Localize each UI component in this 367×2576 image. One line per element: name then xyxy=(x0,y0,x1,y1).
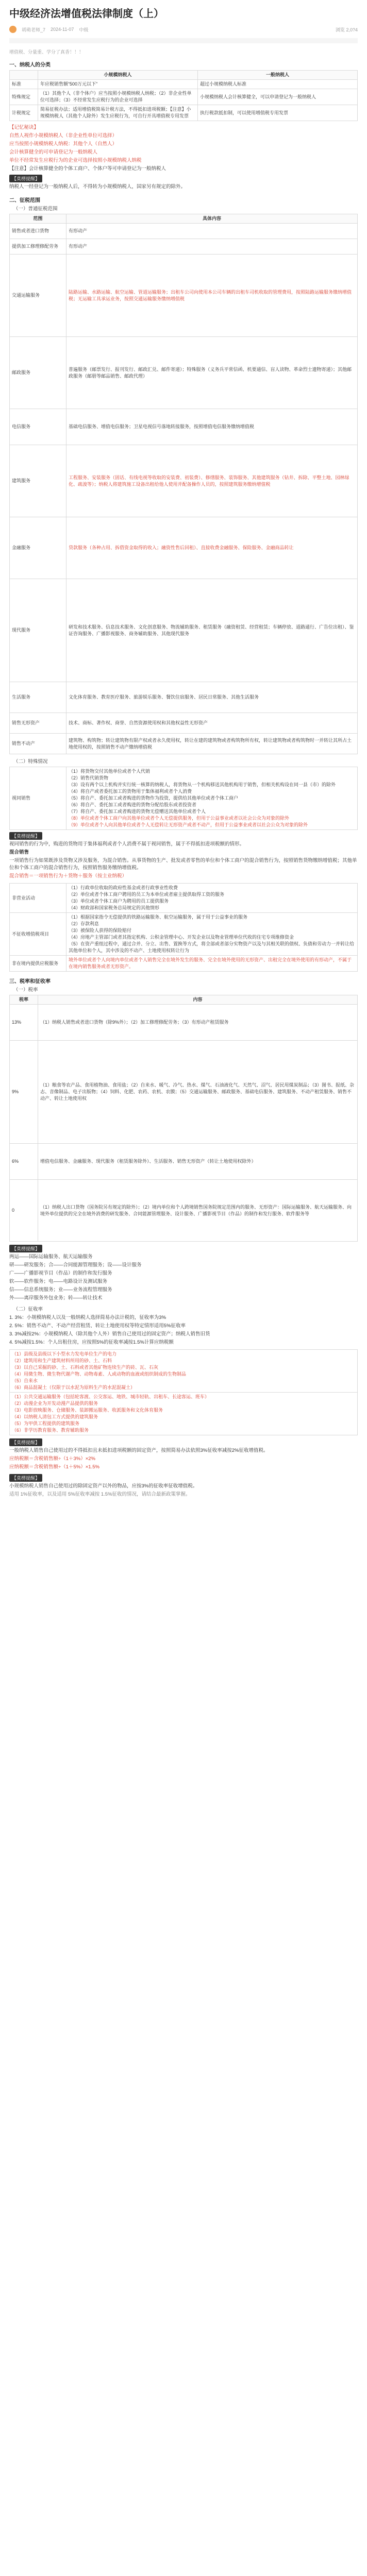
row-value: 基础电信服务、增值电信服务；卫星电视信号落地转接服务，按照增值电信服务缴纳增值税 xyxy=(66,409,358,445)
tip-tag: 【莫楞提醒】 xyxy=(9,832,42,840)
service-line: （4）以纳税人清包工方式提供的建筑服务 xyxy=(12,1414,98,1419)
row-small: 年应税销售额“500万元以下” xyxy=(38,80,198,89)
deem-line: （8）单位或者个体工商户向其他单位或者个人无偿提供服务，但用于公益事业或者以社会公众为对象的除外 xyxy=(69,816,290,821)
formula-line: 应纳税额＝含税销售额÷（1＋5%）×1.5% xyxy=(9,1464,99,1470)
memo-line: 单位不经常发生应税行为的企业可选择按照小规模纳税人纳税 xyxy=(9,158,142,163)
row-general: 小规模纳税人会计核算健全，可以申请登记为一般纳税人 xyxy=(198,89,358,105)
deem-line: （5）将自产、委托加工或者购进的货物作为投资，提供给其他单位或者个体工商户 xyxy=(69,795,239,801)
goods-line: （3）以自己采掘的砂、土、石料或者其他矿物连续生产的砖、瓦、石灰 xyxy=(12,1365,159,1370)
special-sub: （二）特殊情况 xyxy=(13,759,48,765)
memo-line: 自然人视作小规模纳税人（非企业性单位可选择） xyxy=(9,133,118,139)
mixed-title: 混合销售 xyxy=(9,850,29,855)
row-key: 生活服务 xyxy=(10,682,66,713)
memo-line: 会计核算健全的可申请登记为一般纳税人 xyxy=(9,149,98,155)
row-value: 文化体育服务、教育医疗服务、旅游娱乐服务、餐饮住宿服务、居民日常服务、其他生活服务 xyxy=(66,682,358,713)
deem-line: （1）将货物交付其他单位或者个人代销 xyxy=(69,769,151,774)
scope-table xyxy=(9,214,358,754)
goods-line: （4）用微生物、微生物代谢产物、动物毒素、人或动物的血液或组织制成的生物制品 xyxy=(12,1371,187,1377)
table-row xyxy=(10,579,358,682)
row-value: 陆路运输、水路运输、航空运输、管道运输服务；出租车公司向使用本公司车辆的出租车司机收取的管理费用，按照陆路运输服务缴纳增值税；无运输工具承运业务，按照交通运输服务缴纳增值税 xyxy=(66,255,358,337)
table-row xyxy=(10,105,358,121)
mixed-formula: 混合销售＝一项销售行为＋货物＋服务（按主业纳税） xyxy=(9,873,127,879)
mixed-text: 一项销售行为如果既涉及货物又涉及服务，为混合销售。从事货物的生产、批发或者零售的单位和个体工商户的混合销售行为，按照销售货物缴纳增值税；其他单位和个体工商户的混合销售行为，按照销售服务缴纳增值税。 xyxy=(9,858,357,871)
deem-list xyxy=(66,767,358,830)
table-row xyxy=(10,409,358,445)
row-key: 金融服务 xyxy=(10,517,66,579)
not-line: （2）存款利息 xyxy=(69,921,99,926)
row-value: 建筑物、构筑物；转让建筑物有限产权或者永久使用权，转让在建的建筑物或者构筑物所有权，转让建筑物或者构筑物时一并转让其所占土地使用权的，按照销售不动产缴纳增值税 xyxy=(66,734,358,754)
header-rate-content: 内容 xyxy=(38,995,358,1005)
row-value: 技术、商标、著作权、商誉、自然资源使用权和其他权益性无形资产 xyxy=(66,713,358,734)
memo-line: 【注意】会计核算健全的个体工商户、个体户等可申请登记为一般纳税人 xyxy=(9,166,166,172)
tip-line: 研——研发服务；合——合同能源管理服务；设——设计服务 xyxy=(9,1262,142,1268)
tip-text: 纳税人一经登记为一般纳税人后，不得转为小规模纳税人，国家另有规定的除外。 xyxy=(9,184,186,190)
rate-table xyxy=(9,995,358,1242)
header-cell-small: 小规模纳税人 xyxy=(38,71,198,80)
table-row xyxy=(10,1005,358,1041)
service-line: （6）非学历教育服务、教育辅助服务 xyxy=(12,1428,89,1433)
section-taxpayer-heading: 一、纳税人的分类 xyxy=(9,62,51,68)
deem-line: （9）单位或者个人向其他单位或者个人无偿转让无形资产或者不动产，但用于公益事业或者以社会公众为对象的除外 xyxy=(69,822,308,827)
non-line: （4）财政部和国家税务总局规定的其他情形 xyxy=(69,905,160,910)
non-line: （2）单位或者个体工商户聘用的员工为本单位或者雇主提供取得工资的服务 xyxy=(69,892,225,897)
rate-content: 增值电信服务、金融服务、现代服务（租赁服务除外）、生活服务、销售无形资产（转让土地使用权除外） xyxy=(38,1144,358,1180)
row-key: 特殊规定 xyxy=(10,89,38,105)
table-row xyxy=(10,89,358,105)
header-content: 具体内容 xyxy=(66,214,358,224)
row-key: 销售不动产 xyxy=(10,734,66,754)
levy-line: 2. 5%：销售不动产、不动产经营租赁、转让土地使用权等特定情形适用5%征收率 xyxy=(9,1323,186,1329)
service-line: （3）电影放映服务、仓储服务、装卸搬运服务、收派服务和文化体育服务 xyxy=(12,1408,163,1413)
row-key: 提供加工修理修配劳务 xyxy=(10,239,66,255)
deem-tag: 视同销售 xyxy=(10,767,66,830)
table-row xyxy=(10,445,358,517)
formula-line: 应纳税额＝含税销售额÷（1＋3%）×2% xyxy=(9,1456,96,1462)
scope-sub: （一）普通征税范围 xyxy=(13,206,58,212)
not-tag: 不征收增值税项目 xyxy=(10,913,66,956)
row-value: 有形动产 xyxy=(66,239,358,255)
table-row xyxy=(10,1393,358,1435)
ex-title: 非在境内提供应税服务 xyxy=(10,956,66,972)
rate-value: 6% xyxy=(10,1144,38,1180)
row-value: 研发和技术服务、信息技术服务、文化创意服务、物流辅助服务、租赁服务（融资租赁、经营租赁；车辆停放、道路通行、广告位出租）、鉴证咨询服务、广播影视服务、商务辅助服务、其他现代服务 xyxy=(66,579,358,682)
table-row xyxy=(10,255,358,337)
rate-content: （1）纳税人销售或者进口货物（除9%外）；（2）加工修理修配劳务；（3）有形动产租赁服务 xyxy=(38,1005,358,1041)
article-intro: 增值税、分量重、学分了真香！！！ xyxy=(9,49,84,55)
section-scope-heading: 二、征税范围 xyxy=(9,198,40,204)
table-row xyxy=(10,767,358,830)
levy-line: 3. 3%减按2%：小规模纳税人（除其他个人外）销售自己使用过的固定资产；纳税人销售旧货 xyxy=(9,1331,210,1337)
not-line: （1）根据国家指令无偿提供的铁路运输服务、航空运输服务，属于用于公益事业的服务 xyxy=(69,914,248,920)
view-count: 浏览 2,0?4 xyxy=(335,27,358,32)
section-rate-heading: 三、税率和征收率 xyxy=(9,979,51,985)
non-business-table xyxy=(9,883,358,972)
special-table xyxy=(9,767,358,830)
deem-line: （6）将自产、委托加工或者购进的货物分配给股东或者投资者 xyxy=(69,802,197,807)
row-value: 普遍服务（邮票发行、报刊发行、邮政汇兑、邮件寄递）；特殊服务（义务兵平常信函、机要通信、盲人读物、革命烈士遗物寄递）；其他邮政服务（邮册等邮品销售、邮政代理） xyxy=(66,337,358,409)
article-meta xyxy=(9,24,358,35)
rate-value: 9% xyxy=(10,1041,38,1144)
goods-list xyxy=(10,1350,358,1393)
rate-value: 13% xyxy=(10,1005,38,1041)
service-line: （2）动漫企业为开发动漫产品提供的服务 xyxy=(12,1401,98,1406)
not-line: （5）在资产重组过程中，通过合并、分立、出售、置换等方式，将全部或者部分实物资产以及与其相关联的债权、负债和劳动力一并转让给其他单位和个人，其中涉及的不动产、土地使用权转让行为 xyxy=(69,941,355,953)
tip-tag: 【莫楞提醒】 xyxy=(9,1474,42,1482)
table-row xyxy=(10,1350,358,1393)
tip-tag: 【莫楞提醒】 xyxy=(9,1245,42,1252)
not-line: （4）房地产主管部门或者其指定机构、公积金管理中心、开发企业以及物业管理单位代收的住宅专项维修资金 xyxy=(69,935,294,940)
tip-line: 广——广播影视节目（作品）的制作和发行服务 xyxy=(9,1270,112,1276)
goods-line: （5）自来水 xyxy=(12,1378,38,1383)
divider xyxy=(9,38,358,43)
deem-line: （7）将自产、委托加工或者购进的货物无偿赠送其他单位或者个人 xyxy=(69,809,206,814)
tip-line: 外——离岸服务外包业务；转——转让技术 xyxy=(9,1295,103,1301)
row-value: 工程服务、安装服务（固话、有线电视等收取的安装费、初装费）、修缮服务、装饰服务、其他建筑服务（钻井、拆除、平整土地、园林绿化、疏浚等）；纳税人将建筑施工设备出租给他人使用并配备操作人员的，按照建筑服务缴纳增值税 xyxy=(66,445,358,517)
end-text: 适用 1%征收率，以及适用 5%征收率减按 1.5%征收的情况，请结合最新政策掌握。 xyxy=(9,1492,191,1497)
rate-content: （1）纳税人出口货物（国务院另有规定的除外）；（2）境内单位和个人跨境销售国务院规定范围内的服务、无形资产：国际运输服务、航天运输服务、向境外单位提供的完全在境外消费的研发服务、合同能源管理服务、设计服务、广播影视节目（作品）的制作和发行服务、软件服务等 xyxy=(38,1180,358,1242)
memo-tag: 【记忆秘诀】 xyxy=(9,125,39,130)
tip-line: 软——软件服务；电——电路设计及测试服务 xyxy=(9,1279,108,1284)
row-key: 销售无形资产 xyxy=(10,713,66,734)
table-row xyxy=(10,337,358,409)
levy-line: 4. 5%减按1.5%：个人出租住房，应按照5%的征收率减按1.5%计算应纳税额 xyxy=(9,1340,174,1345)
row-general: 执行税款抵扣制，可以使用增值税专用发票 xyxy=(198,105,358,121)
levy-sub: （二）征收率 xyxy=(13,1307,43,1312)
table-row xyxy=(10,734,358,754)
non-line: （3）单位或者个体工商户为聘用的员工提供服务 xyxy=(69,899,169,904)
tip-text: 小规模纳税人销售自己使用过的除固定资产以外的物品，应按3%的征收率征收增值税。 xyxy=(9,1483,198,1489)
publish-date: 2024-11-07 xyxy=(51,27,74,32)
author-name[interactable]: 胡萌老师_7 xyxy=(22,27,46,32)
table-row xyxy=(10,80,358,89)
not-list xyxy=(66,913,358,956)
row-key: 电信服务 xyxy=(10,409,66,445)
deem-line: （3）设有两个以上机构并实行统一核算的纳税人，将货物从一个机构移送其他机构用于销售，但相关机构设在同一县（市）的除外 xyxy=(69,782,336,787)
tip-line: 两运——国际运输服务、航天运输服务 xyxy=(9,1254,93,1260)
deem-line: （2）销售代销货物 xyxy=(69,775,109,781)
row-key: 计税规定 xyxy=(10,105,38,121)
service-line: （1）公共交通运输服务（包括轮客渡、公交客运、地铁、城市轻轨、出租车、长途客运、班车） xyxy=(12,1394,210,1399)
row-value: 有形动产 xyxy=(66,224,358,239)
table-row xyxy=(10,682,358,713)
row-general: 超过小规模纳税人标准 xyxy=(198,80,358,89)
row-small: 简易征税办法；适用增值税简易计税方法，不得抵扣进项税额；【注意】小规模纳税人（其他个人除外）发生应税行为，可自行开具增值税专用发票 xyxy=(38,105,198,121)
table-row xyxy=(10,956,358,972)
row-key: 现代服务 xyxy=(10,579,66,682)
header-rate: 税率 xyxy=(10,995,38,1005)
row-key: 标准 xyxy=(10,80,38,89)
table-row xyxy=(10,1180,358,1242)
deem-line: （4）将自产或者委托加工的货物用于集体福利或者个人消费 xyxy=(69,789,192,794)
simple-levy-table xyxy=(9,1349,358,1435)
row-small: （1）其他个人（非个体户）应当按照小规模纳税人纳税；（2）非企业性单位可选择；（3）不经常发生应税行为的企业可选择 xyxy=(38,89,198,105)
service-line: （5）为甲供工程提供的建筑服务 xyxy=(12,1421,80,1426)
table-row xyxy=(10,1041,358,1144)
tip-text: 视同销售的行为中，购进的货物用于集体福利或者个人消费不属于视同销售，属于不得抵扣进项税额的情形。 xyxy=(9,841,245,847)
tip-tag: 【莫楞提醒】 xyxy=(9,1438,42,1446)
non-tag: 非营业活动 xyxy=(10,884,66,913)
not-line: （3）被保险人获得的保险赔付 xyxy=(69,928,132,933)
table-row xyxy=(10,1144,358,1180)
row-key: 邮政服务 xyxy=(10,337,66,409)
rate-content: （1）粮食等农产品、食用植物油、食用盐；（2）自来水、暖气、冷气、热水、煤气、石油液化气、天然气、沼气、居民用煤炭制品；（3）图书、报纸、杂志、音像制品、电子出版物；（4）饲料、化肥、农药、农机、农膜；（5）交通运输服务、邮政服务、基础电信服务、建筑服务、不动产租赁服务、销售不动产、转让土地使用权 xyxy=(38,1041,358,1144)
goods-line: （2）建筑用和生产建筑材料所用的砂、土、石料 xyxy=(12,1358,112,1363)
tip-line: 信——信息系统服务；业——业务流程管理服务 xyxy=(9,1287,112,1293)
article-tag[interactable]: 中级 xyxy=(79,27,89,32)
tip-tag: 【莫楞提醒】 xyxy=(9,175,42,182)
service-list xyxy=(10,1393,358,1435)
table-row xyxy=(10,224,358,239)
row-value: 贷款服务（各种占用、拆借资金取得的收入；融资性售后回租）、直接收费金融服务、保险服务、金融商品转让 xyxy=(66,517,358,579)
table-row xyxy=(10,913,358,956)
non-list xyxy=(66,884,358,913)
goods-line: （1）县级及县级以下小型水力发电单位生产的电力 xyxy=(12,1351,117,1357)
taxpayer-table xyxy=(9,70,358,121)
table-row xyxy=(10,517,358,579)
table-row xyxy=(10,713,358,734)
header-range: 范围 xyxy=(10,214,66,224)
rate-sub: （一）税率 xyxy=(13,987,38,993)
table-row xyxy=(10,884,358,913)
row-key: 销售或者进口货物 xyxy=(10,224,66,239)
author-avatar[interactable] xyxy=(9,26,16,33)
goods-line: （6）商品混凝土（仅限于以水泥为原料生产的水泥混凝土） xyxy=(12,1385,136,1390)
row-key: 建筑服务 xyxy=(10,445,66,517)
header-cell-blank xyxy=(10,71,38,80)
table-row xyxy=(10,239,358,255)
row-key: 交通运输服务 xyxy=(10,255,66,337)
levy-line: 1. 3%：小规模纳税人以及一般纳税人选择简易办法计税的，征收率为3% xyxy=(9,1315,166,1320)
rate-value: 0 xyxy=(10,1180,38,1242)
tip-text: 一般纳税人销售自己使用过的不得抵扣且未抵扣进项税额的固定资产，按照简易办法依照3%征收率减按2%征收增值税。 xyxy=(9,1448,269,1453)
article-title: 中级经济法增值税法律制度（上） xyxy=(9,8,164,20)
memo-line: 应当按照小规模纳税人纳税：其他个人（自然人） xyxy=(9,141,118,147)
ex-text: 境外单位或者个人向境内单位或者个人销售完全在境外发生的服务、完全在境外使用的无形资产、出租完全在境外使用的有形动产，不属于在境内销售服务或者无形资产。 xyxy=(66,956,358,972)
header-cell-general: 一般纳税人 xyxy=(198,71,358,80)
non-line: （1）行政单位收取的政府性基金或者行政事业性收费 xyxy=(69,885,178,890)
